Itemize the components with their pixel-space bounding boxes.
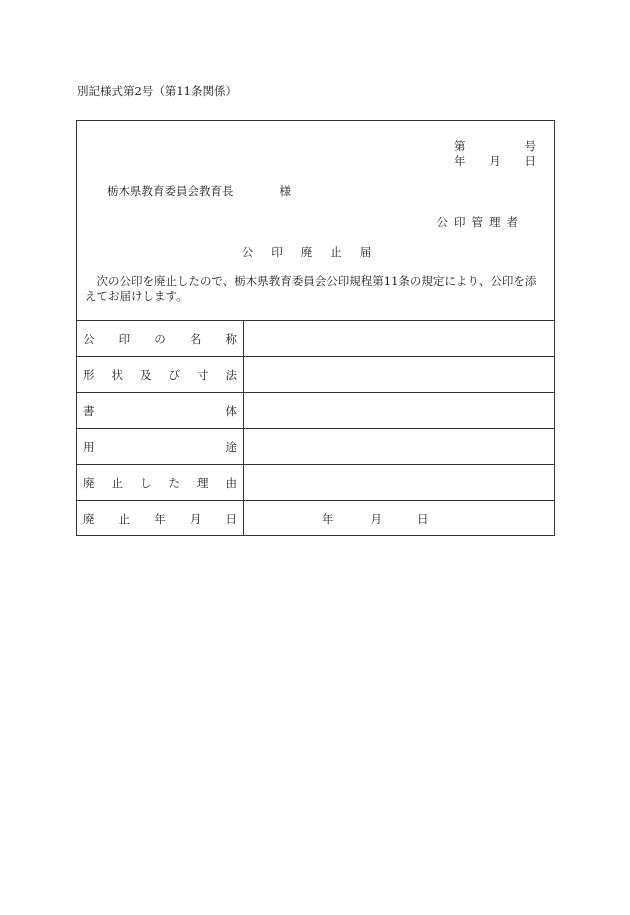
row-value-field[interactable]: [244, 357, 556, 393]
row-value-field[interactable]: [244, 321, 556, 357]
date-day: 日: [524, 154, 536, 168]
form-frame: [76, 120, 555, 536]
form-title: 公印廃止届: [241, 245, 390, 259]
row-label: [76, 465, 244, 501]
sender: 公印管理者: [436, 215, 524, 229]
table-row: [76, 465, 555, 501]
row-label-text: 用 途: [83, 439, 237, 454]
row-value-field[interactable]: [244, 465, 556, 501]
row-label-text: 廃 止 し た 理 由: [83, 475, 237, 490]
row-label-text: 廃 止 年 月 日: [83, 511, 237, 526]
addressee: [107, 183, 291, 199]
row-label: [76, 393, 244, 429]
date-unit: 年: [322, 511, 334, 526]
row-label-text: 形 状 及 び 寸 法: [83, 367, 237, 382]
abolish-date: [244, 511, 555, 527]
number-prefix: 第: [454, 139, 466, 153]
date-unit: 月: [370, 511, 382, 526]
date-year: 年: [454, 154, 466, 168]
row-value-field[interactable]: [244, 429, 556, 465]
row-label-text: 書 体: [83, 403, 237, 418]
row-label: [76, 357, 244, 393]
row-label: [76, 501, 244, 537]
table-row: [76, 321, 555, 357]
document-number: [454, 138, 536, 154]
row-label: [76, 321, 244, 357]
form-label: 別記様式第2号（第11条関係）: [77, 84, 237, 98]
date-unit: 日: [417, 511, 429, 526]
honorific: 様: [279, 184, 291, 198]
row-value-field[interactable]: [244, 501, 556, 537]
row-label: [76, 429, 244, 465]
seal-info-table: [76, 320, 555, 536]
row-value-field[interactable]: [244, 393, 556, 429]
body-text: 次の公印を廃止したので、栃木県教育委員会公印規程第11条の規定により、公印を添えてお届けします。: [85, 274, 537, 303]
addressee-name: 栃木県教育委員会教育長: [107, 184, 234, 198]
table-row: [76, 357, 555, 393]
table-row: [76, 393, 555, 429]
row-label-text: 公 印 の 名 称: [83, 331, 237, 346]
number-suffix: 号: [524, 139, 536, 153]
table-row: [76, 501, 555, 537]
document-date: [454, 153, 536, 169]
table-row: [76, 429, 555, 465]
date-month: 月: [489, 154, 501, 168]
